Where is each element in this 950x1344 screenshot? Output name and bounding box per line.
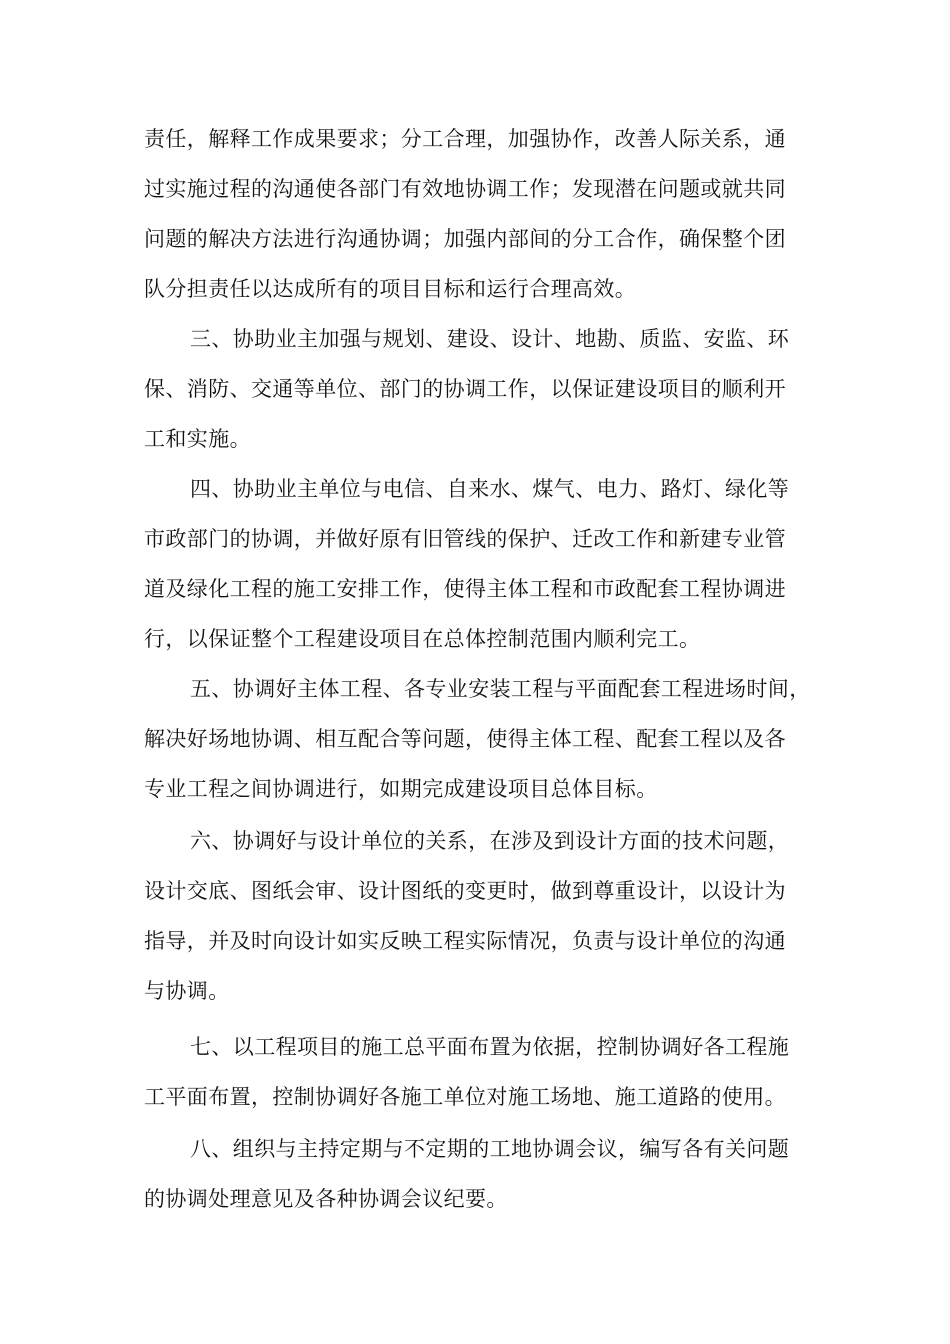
- text-line: 专业工程之间协调进行，如期完成建设项目总体目标。: [144, 777, 658, 801]
- text-line: 队分担责任以达成所有的项目目标和运行合理高效。: [144, 277, 637, 301]
- text-line: 解决好场地协调、相互配合等问题，使得主体工程、配套工程以及各: [144, 727, 786, 751]
- text-line: 道及绿化工程的施工安排工作，使得主体工程和市政配套工程协调进: [144, 577, 786, 601]
- text-line: 工平面布置，控制协调好各施工单位对施工场地、施工道路的使用。: [144, 1085, 786, 1109]
- text-line: 市政部门的协调，并做好原有旧管线的保护、迁改工作和新建专业管: [144, 527, 786, 551]
- paragraph-start-line: 六、协调好与设计单位的关系，在涉及到设计方面的技术问题，: [190, 829, 790, 853]
- text-line: 工和实施。: [144, 427, 251, 451]
- paragraph-start-line: 三、协助业主加强与规划、建设、设计、地勘、质监、安监、环: [190, 327, 790, 351]
- text-line: 责任，解释工作成果要求；分工合理，加强协作，改善人际关系，通: [144, 127, 786, 151]
- text-line: 的协调处理意见及各种协调会议纪要。: [144, 1187, 508, 1211]
- paragraph-start-line: 八、组织与主持定期与不定期的工地协调会议，编写各有关问题: [190, 1137, 790, 1161]
- text-line: 设计交底、图纸会审、设计图纸的变更时，做到尊重设计，以设计为: [144, 879, 786, 903]
- paragraph-start-line: 五、协调好主体工程、各专业安装工程与平面配套工程进场时间，: [190, 677, 811, 701]
- text-line: 与协调。: [144, 979, 230, 1003]
- text-line: 指导，并及时向设计如实反映工程实际情况，负责与设计单位的沟通: [144, 929, 786, 953]
- text-line: 过实施过程的沟通使各部门有效地协调工作；发现潜在问题或就共同: [144, 177, 786, 201]
- paragraph-start-line: 七、以工程项目的施工总平面布置为依据，控制协调好各工程施: [190, 1035, 790, 1059]
- text-line: 行，以保证整个工程建设项目在总体控制范围内顺利完工。: [144, 627, 701, 651]
- text-line: 问题的解决方法进行沟通协调；加强内部间的分工合作，确保整个团: [144, 227, 786, 251]
- text-line: 保、消防、交通等单位、部门的协调工作，以保证建设项目的顺利开: [144, 377, 786, 401]
- paragraph-start-line: 四、协助业主单位与电信、自来水、煤气、电力、路灯、绿化等: [190, 477, 790, 501]
